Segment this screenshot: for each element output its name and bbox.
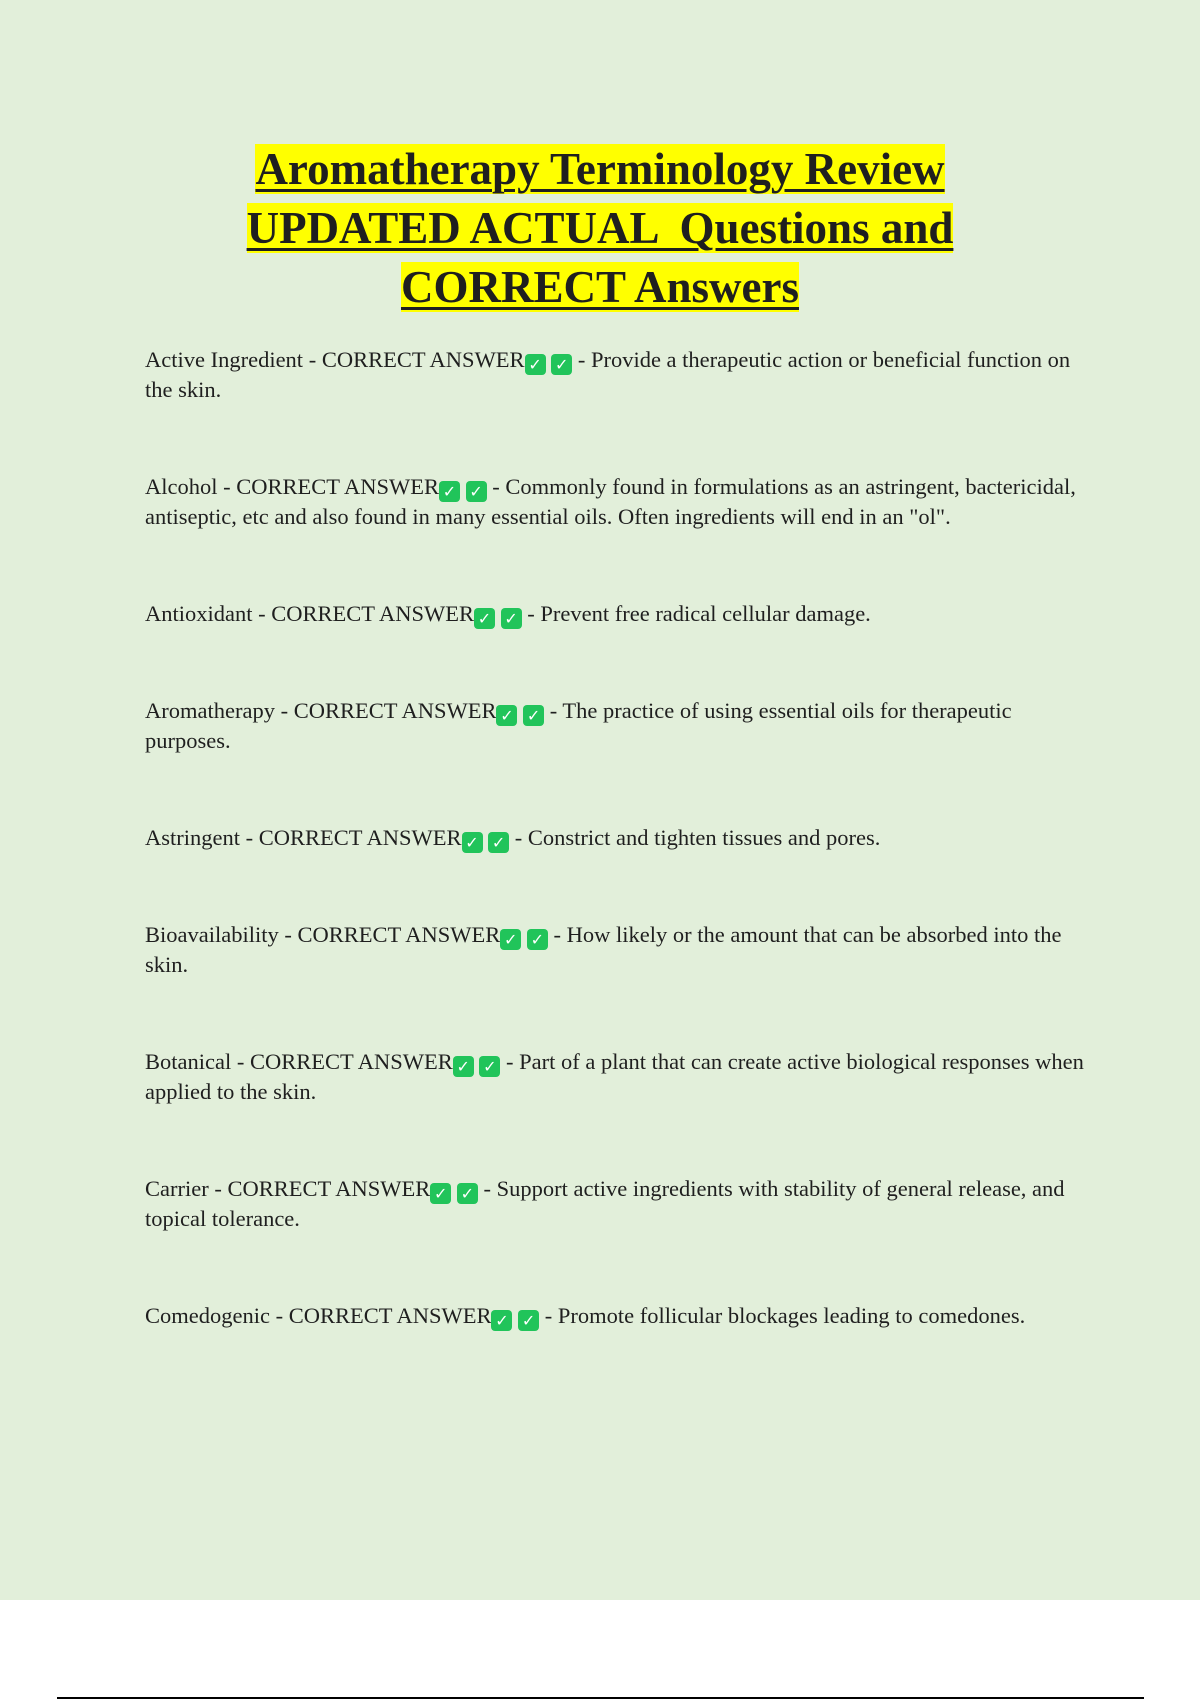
check-mark-icon: ✓ [488, 832, 509, 853]
definition: How likely or the amount that can be absorbed into the skin. [145, 922, 1062, 977]
answer-label: CORRECT ANSWER [293, 698, 497, 723]
title-line: CORRECT Answers [401, 262, 799, 312]
term: Alcohol [145, 474, 218, 499]
check-mark-icon: ✓ [453, 1056, 474, 1077]
definition: The practice of using essential oils for therapeutic purposes. [145, 698, 1012, 753]
check-mark-icon: ✓ [462, 832, 483, 853]
check-mark-icon: ✓ [501, 608, 522, 629]
term-entry: Botanical - CORRECT ANSWER ✓ ✓ - Part of a plant that can create active biological responses when applied to the skin. [145, 1049, 1084, 1104]
check-mark-icon: ✓ [496, 705, 517, 726]
terminology-list [145, 345, 1095, 1398]
term-entry: Aromatherapy - CORRECT ANSWER ✓ ✓ - The practice of using essential oils for therapeutic purposes. [145, 698, 1012, 753]
check-mark-icon: ✓ [527, 929, 548, 950]
definition: Commonly found in formulations as an astringent, bactericidal, antiseptic, etc and also found in many essential oils. Often ingredients will end in an "ol". [145, 474, 1076, 529]
term-entry: Bioavailability - CORRECT ANSWER ✓ ✓ - How likely or the amount that can be absorbed into the skin. [145, 922, 1062, 977]
check-mark-icon: ✓ [474, 608, 495, 629]
term: Botanical [145, 1049, 232, 1074]
definition: Support active ingredients with stability of general release, and topical tolerance. [145, 1176, 1065, 1231]
answer-label: CORRECT ANSWER [249, 1049, 453, 1074]
answer-label: CORRECT ANSWER [271, 601, 474, 626]
title-line: Aromatherapy Terminology Review [255, 144, 945, 194]
check-mark-icon: ✓ [479, 1056, 500, 1077]
definition: Part of a plant that can create active biological responses when applied to the skin. [145, 1049, 1084, 1104]
definition: Constrict and tighten tissues and pores. [527, 825, 881, 850]
term-entry: Antioxidant - CORRECT ANSWER ✓ ✓ - Prevent free radical cellular damage. [145, 601, 871, 628]
term-entry: Alcohol - CORRECT ANSWER ✓ ✓ - Commonly found in formulations as an astringent, bactericidal, antiseptic, etc and also found in many essential oils. Often ingredients will end in an "ol". [145, 474, 1076, 529]
definition: Provide a therapeutic action or beneficial function on the skin. [145, 347, 1071, 402]
answer-label: CORRECT ANSWER [227, 1176, 431, 1201]
title-line: UPDATED ACTUAL Questions and [246, 203, 954, 253]
term: Comedogenic [145, 1303, 270, 1328]
document-title [0, 140, 1200, 317]
answer-label: CORRECT ANSWER [258, 825, 462, 850]
footer-divider [57, 1697, 1144, 1699]
check-mark-icon: ✓ [551, 354, 572, 375]
check-mark-icon: ✓ [491, 1310, 512, 1331]
check-mark-icon: ✓ [439, 481, 460, 502]
term-entry: Active Ingredient - CORRECT ANSWER ✓ ✓ - Provide a therapeutic action or beneficial function on the skin. [145, 347, 1071, 402]
term-entry: Carrier - CORRECT ANSWER ✓ ✓ - Support active ingredients with stability of general release, and topical tolerance. [145, 1176, 1065, 1231]
check-mark-icon: ✓ [500, 929, 521, 950]
term: Bioavailability [145, 922, 279, 947]
check-mark-icon: ✓ [523, 705, 544, 726]
check-mark-icon: ✓ [457, 1183, 478, 1204]
definition: Prevent free radical cellular damage. [540, 601, 871, 626]
check-mark-icon: ✓ [525, 354, 546, 375]
answer-label: CORRECT ANSWER [297, 922, 501, 947]
check-mark-icon: ✓ [430, 1183, 451, 1204]
term: Astringent [145, 825, 240, 850]
answer-label: CORRECT ANSWER [288, 1303, 492, 1328]
answer-label: CORRECT ANSWER [236, 474, 439, 499]
term: Carrier [145, 1176, 209, 1201]
term: Antioxidant [145, 601, 253, 626]
term-entry: Astringent - CORRECT ANSWER ✓ ✓ - Constrict and tighten tissues and pores. [145, 825, 881, 852]
answer-label: CORRECT ANSWER [321, 347, 525, 372]
definition: Promote follicular blockages leading to comedones. [557, 1303, 1026, 1328]
check-mark-icon: ✓ [466, 481, 487, 502]
term: Aromatherapy [145, 698, 275, 723]
term-entry: Comedogenic - CORRECT ANSWER ✓ ✓ - Promote follicular blockages leading to comedones. [145, 1303, 1026, 1330]
term: Active Ingredient [145, 347, 304, 372]
check-mark-icon: ✓ [518, 1310, 539, 1331]
